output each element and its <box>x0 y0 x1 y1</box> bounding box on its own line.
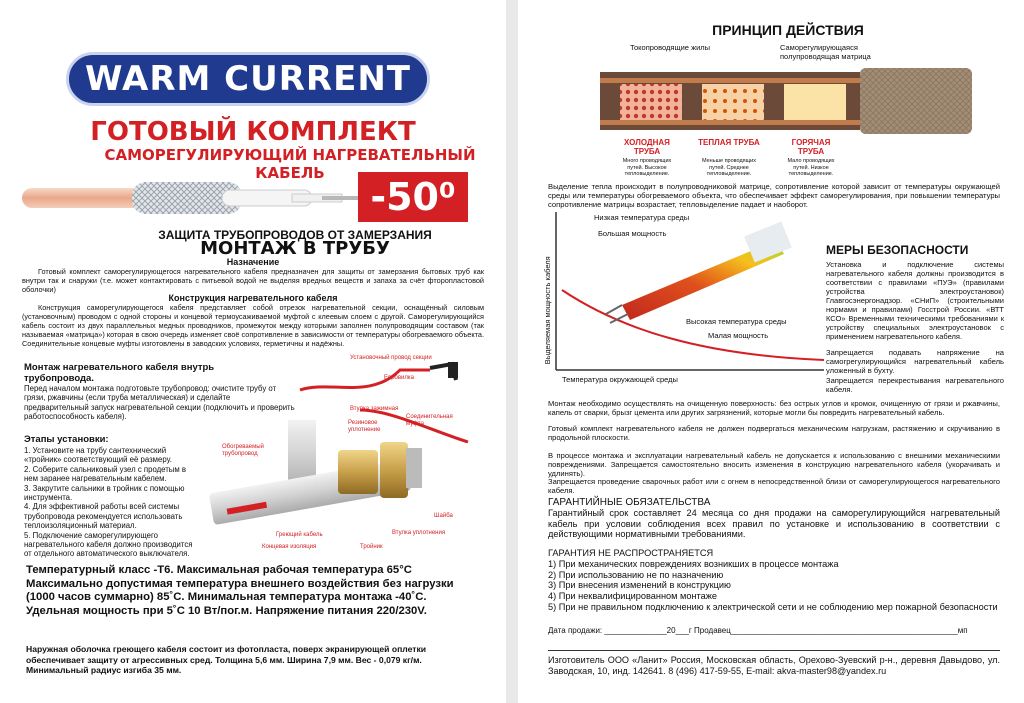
label-wires: Токопроводящие жилы <box>630 43 711 52</box>
sale-date-line: Дата продажи: ______________20___г Продавец___________________________________________________мп <box>548 626 968 635</box>
page-gutter <box>506 0 518 703</box>
specs-text: Температурный класс -Т6. Максимальная рабочая температура 65°С Максимально допустимая температура внешнего воздействия без нагрузки (1000 часов суммарно) 85˚С. Минимальная температура монтажа -40˚С. Удельная мощность при 5˚С 10 Вт/пог.м. Напряжение питания 220/230V. <box>26 564 454 617</box>
pipe-warm-name: ТЕПЛАЯ ТРУБА <box>698 138 760 147</box>
steps-list <box>24 446 200 559</box>
chart-label-high-power: Большая мощность <box>598 229 667 238</box>
list-item: 4) При неквалифицированном монтаже <box>548 591 717 602</box>
callout-bushing: Втулка зажимная <box>350 406 399 412</box>
chart-label-low-power: Малая мощность <box>708 331 769 340</box>
purpose-text: Готовый комплект саморегулирующегося нагревательного кабеля предназначен для защиты от замерзания бытовых труб как внутри так и снаружи (т.е. может контактировать с питьевой водой не выделяя вредных веществ и запаха за счёт фторопластовой оболочки) <box>22 267 484 294</box>
list-item: 5. Подключение саморегулирующего нагревательного кабеля должно производится от отдельного автоматического выключателя. <box>24 530 193 559</box>
callout-rubber-seal: Резиновое уплотнение <box>348 420 381 433</box>
warranty-exclusions <box>548 548 1000 613</box>
principle-title: ПРИНЦИП ДЕЙСТВИЯ <box>712 22 864 38</box>
pipe-cold-note: Много проводящих путей. Высокое тепловыделение. <box>622 158 672 177</box>
install-intro: Перед началом монтажа подготовьте трубопровод: очистите трубу от грязи, ржавчины (если труба металлическая) и сделайте предварительный запуск нагревательной секции (подключить и проверить работоспособность кабеля). <box>24 384 295 422</box>
right-page <box>518 0 1024 703</box>
list-item: 2) При использованию не по назначению <box>548 569 724 580</box>
pipe-hot-name: ГОРЯЧАЯ ТРУБА <box>791 138 831 156</box>
callout-seal-bushing: Втулка уплотнения <box>392 530 446 536</box>
chart-label-low-temp: Низкая температура среды <box>594 213 690 222</box>
list-item: 1) При механических повреждениях возникших в процессе монтажа <box>548 558 839 569</box>
mount-title: МОНТАЖ В ТРУБУ <box>200 238 390 259</box>
list-item: 2. Соберите сальниковый узел с продетым в нем заранее нагревательным кабелем. <box>24 464 187 484</box>
specs-sheath-text: Наружная оболочка греющего кабеля состоит из фотопласта, поверх экранирующей оплетки обеспечивает защиту от агрессивных сред. Толщина 5,6 мм. Ширина 7,9 мм. Вес - 0,079 кг/м. Минимальный радиус изгиба 35 мм. <box>26 644 427 675</box>
pipe-warm-note: Меньше проводящих путей. Среднее тепловыделение. <box>701 158 757 177</box>
chart-label-high-temp: Высокая температура среды <box>686 317 787 326</box>
callout-set-section: Установочный провод секции <box>350 355 432 361</box>
safety-text-bundle: Запрещается подавать напряжение на самогрегулирующийся нагревательный кабель уложенный в бухту. <box>826 348 1004 376</box>
min-temp-badge: -50⁰ <box>358 172 468 222</box>
principle-diagram <box>600 56 972 138</box>
construction-text: Конструкция саморегулирующегося кабеля представляет собой отрезок нагревательной секции, оснащённый силовым (установочным) проводом с одной стороны и концевой термоусаживаемой муфтой с клеевым слоем с другой. Саморегулирующийся кабель состоит из двух параллельных медных проводников, промежуток между которыми заполнен полупроводящим составом (так называемая «матрица») которая в свою очередь изменяет своё сопротивление в зависимости от температуры обогреваемого объекта. Соединительные концевые муфты изготовлены в заводских условиях, герметичны и надёжны. <box>22 303 484 348</box>
steps-title: Этапы установки: <box>24 434 109 445</box>
list-item: 3) При внесения изменений в конструкцию <box>548 580 731 591</box>
assembly-diagram <box>200 350 500 555</box>
list-item: 4. Для эффективной работы всей системы трубопровода рекомендуется использовать теплоизоляционный материал. <box>24 502 183 531</box>
brand-logo <box>66 52 430 106</box>
kit-subtitle: САМОРЕГУЛИРУЮЩИЙ НАГРЕВАТЕЛЬНЫЙ КАБЕЛЬ <box>104 146 476 182</box>
chart-x-axis-label: Температура окружающей среды <box>562 375 678 384</box>
safety-title: МЕРЫ БЕЗОПАСНОСТИ <box>826 243 969 257</box>
mount-text-2: Готовый комплект нагревательного кабеля не должен подвергаться механическим нагрузкам, растяжению и скручиванию в продольной плоскости. <box>548 424 1000 443</box>
list-item: 3. Закрутите сальники в тройник с помощью инструмента. <box>24 483 185 503</box>
cable-image <box>22 168 362 230</box>
list-item: 1. Установите на трубу сантехнический «тройник» соответствующий её размеру. <box>24 446 172 465</box>
mount-text: Монтаж необходимо осуществлять на очищенную поверхность: без острых углов и кромок, очищенную от грязи и ржавчины, капель от сварки, брызг цемента или других загрязнений, которые могли бы повредить нагревательный кабель. <box>548 399 1000 418</box>
process-text: В процессе монтажа и эксплуатации нагревательный кабель не допускается к использованию с внешними механическими повреждениями. Запрещается самостоятельно вносить изменения в конструкцию нагревательного кабеля (укорачивать и удлинять). <box>548 451 1000 479</box>
power-temperature-diagram <box>542 210 832 385</box>
callout-coupling: Соединительная муфта <box>406 414 453 427</box>
logo-text: WARM CURRENT <box>85 59 411 99</box>
callout-heated-pipe: Обогреваемый трубопровод <box>222 444 264 457</box>
callout-tee: Тройник <box>360 544 383 550</box>
callout-washer: Шайба <box>434 513 453 519</box>
safety-text-cross: Запрещается перекрестывания нагревательного кабеля. <box>826 376 1004 395</box>
pipe-hot-note: Мало проводящих путей. Низкое тепловыделение. <box>787 158 835 177</box>
callout-eurovilka: Евровилка <box>384 375 414 381</box>
left-page <box>0 0 506 703</box>
list-item: 5) При не правильном подключению к электрической сети и не соблюдению мер пожарной безопасности <box>548 601 998 612</box>
label-matrix: Саморегулирующаяся полупроводящая матрица <box>780 43 871 61</box>
pipe-cold-name: ХОЛОДНАЯ ТРУБА <box>624 138 670 156</box>
warranty-text: Гарантийный срок составляет 24 месяца со дня продажи на саморегулирующийся нагревательный кабель при условии соблюдения всех правил по установке и использованию в соответствии с действующими нормативными требованиями. <box>548 508 1000 540</box>
callout-end-insulation: Концевая изоляция <box>262 544 317 550</box>
chart-y-axis-label: Выделяемая мощность кабеля <box>542 256 552 365</box>
warranty-exclusions-heading: ГАРАНТИЯ НЕ РАСПРОСТРАНЯЕТСЯ <box>548 548 714 558</box>
principle-text: Выделение тепла происходит в полупроводниковой матрице, сопротивление которой зависит от температуры окружающей среды или температуры обогреваемого объекта, что обеспечивает эффект саморегулирования, при повышении температуры сопротивление матрицы возрастает, тепловыделение падает и наоборот. <box>548 182 1000 210</box>
purpose-heading: Назначение <box>226 257 280 267</box>
kit-title: ГОТОВЫЙ КОМПЛЕКТ <box>90 117 416 147</box>
safety-text: Установка и подключение системы нагревательного кабеля должны производится в соответствии с правилами «ПУЭ» (правилами устройства электроустановок) Главгосэнергонадзор. «СНиП» (строительными нормами и правилами) Госстрой России. «ВТТ КСО» Временными техническими требованиями к устройству специальных электроустановок с применением нагревательного кабеля. <box>826 260 1004 341</box>
process-text-2: Запрещается проведение сварочных работ или с огнем в непосредственной близи от саморегулирующегося нагревательного кабеля. <box>548 477 1000 496</box>
construction-heading: Конструкция нагревательного кабеля <box>168 293 338 303</box>
install-title: Монтаж нагревательного кабеля внутрь трубопровода. <box>24 362 215 384</box>
callout-heating-cable: Греющий кабель <box>276 532 323 538</box>
manufacturer-info: Изготовитель ООО «Ланит» Россия, Московская область, Орехово-Зуевский р-н., деревня Давыдово, ул. Заводская, 10, инд. 142641. 8 (496) 417-59-55, E-mail: akva-master98@yandex.ru <box>548 650 1000 677</box>
protection-line: ЗАЩИТА ТРУБОПРОВОДОВ ОТ ЗАМЕРЗАНИЯ <box>158 228 432 242</box>
warranty-title: ГАРАНТИЙНЫЕ ОБЯЗАТЕЛЬСТВА <box>548 497 711 508</box>
